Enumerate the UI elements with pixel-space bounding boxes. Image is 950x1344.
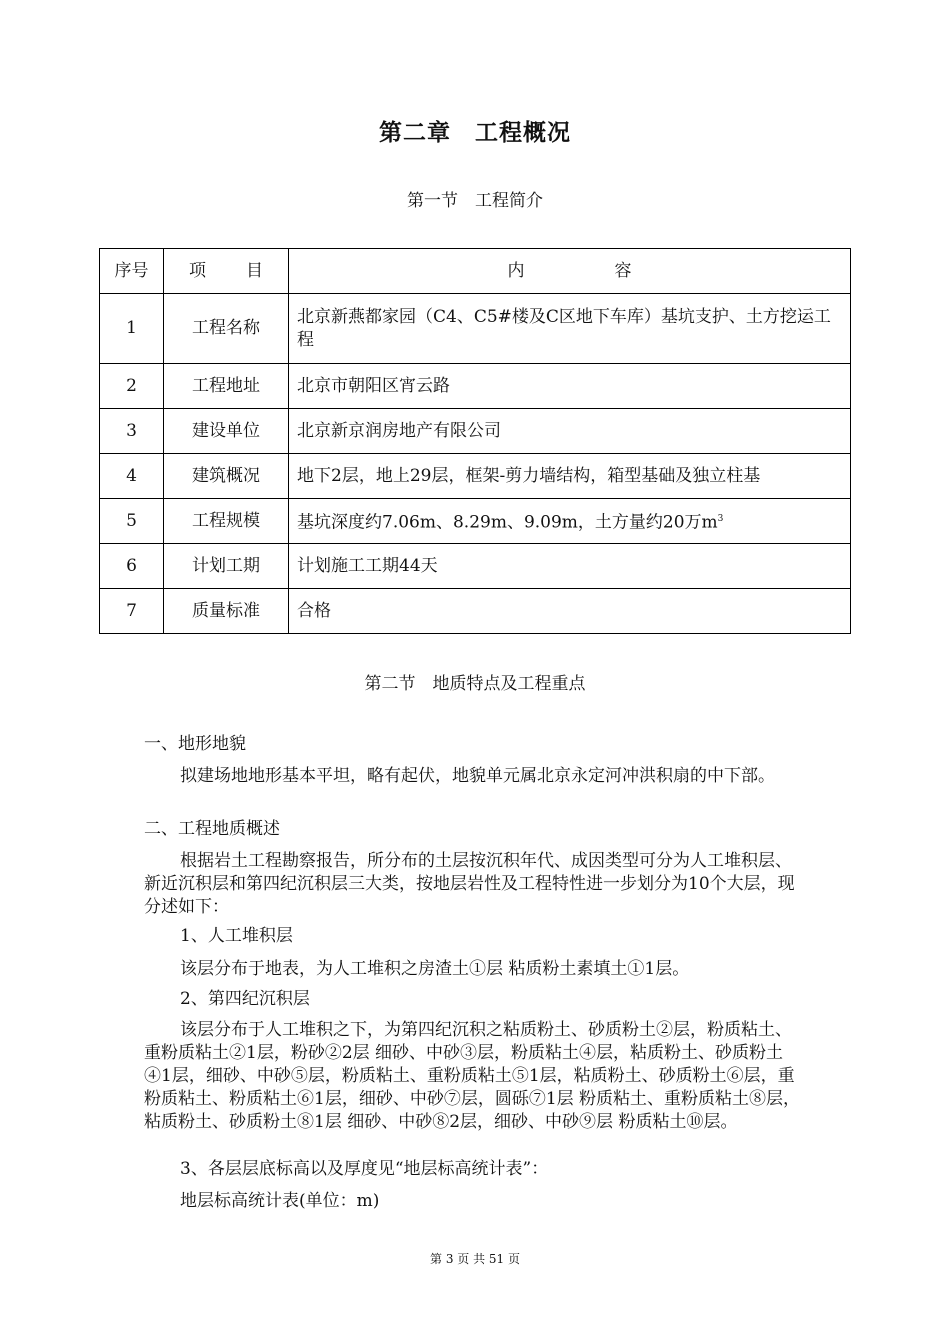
paragraph-artificial-fill: 该层分布于地表，为人工堆积之房渣土①层 粘质粉土素填土①1层。	[180, 959, 690, 979]
heading-terrain: 一、地形地貌	[144, 734, 246, 754]
row-content	[289, 499, 851, 544]
page-footer: 第 3 页 共 51 页	[430, 1252, 520, 1266]
row-content: 北京市朝阳区宵云路	[289, 364, 851, 409]
row-no: 6	[100, 544, 164, 589]
table-row	[100, 364, 851, 409]
row-no: 3	[100, 409, 164, 454]
table-caption-elevation: 地层标高统计表(单位：m)	[180, 1191, 380, 1211]
row-content: 北京新燕都家园（C4、C5#楼及C区地下车库）基坑支护、土方挖运工程	[289, 294, 851, 364]
row-no: 2	[100, 364, 164, 409]
row-item: 建筑概况	[164, 454, 289, 499]
table-row	[100, 499, 851, 544]
row-item: 工程地址	[164, 364, 289, 409]
header-item-b: 目	[246, 260, 263, 281]
row-item: 工程名称	[164, 294, 289, 364]
row-content-text: 基坑深度约7.06m、8.29m、9.09m，土方量约20万m	[297, 512, 718, 533]
header-no: 序号	[100, 249, 164, 294]
row-no: 4	[100, 454, 164, 499]
header-content	[289, 249, 851, 294]
row-content: 计划施工工期44天	[289, 544, 851, 589]
header-content-a: 内	[507, 260, 525, 281]
row-item: 工程规模	[164, 499, 289, 544]
row-no: 5	[100, 499, 164, 544]
subheading-elevation: 3、各层层底标高以及厚度见“地层标高统计表”：	[180, 1159, 549, 1179]
row-content: 合格	[289, 589, 851, 634]
table-header-row	[100, 249, 851, 294]
header-content-b: 容	[614, 260, 632, 281]
superscript-3: 3	[717, 513, 724, 524]
paragraph-geology: 根据岩土工程勘察报告，所分布的土层按沉积年代、成因类型可分为人工堆积层、新近沉积层和第四纪沉积层三大类，按地层岩性及工程特性进一步划分为10个大层，现分述如下：	[144, 851, 795, 917]
subheading-quaternary: 2、第四纪沉积层	[180, 989, 310, 1009]
section-title-1: 第一节 工程简介	[407, 191, 543, 211]
project-info-table	[99, 248, 851, 634]
row-item: 计划工期	[164, 544, 289, 589]
table-row	[100, 454, 851, 499]
row-content: 地下2层，地上29层，框架-剪力墙结构，箱型基础及独立柱基	[289, 454, 851, 499]
table-row	[100, 294, 851, 364]
table-row	[100, 544, 851, 589]
row-item: 建设单位	[164, 409, 289, 454]
subheading-artificial-fill: 1、人工堆积层	[180, 926, 293, 946]
section-title-2: 第二节 地质特点及工程重点	[364, 674, 586, 694]
table-row	[100, 409, 851, 454]
chapter-title: 第二章 工程概况	[379, 119, 571, 146]
row-no: 7	[100, 589, 164, 634]
row-no: 1	[100, 294, 164, 364]
header-item	[164, 249, 289, 294]
row-content: 北京新京润房地产有限公司	[289, 409, 851, 454]
paragraph-quaternary: 该层分布于人工堆积之下，为第四纪沉积之粘质粉土、砂质粉土②层，粉质粘土、重粉质粘土②1层，粉砂②2层 细砂、中砂③层，粉质粘土④层，粘质粉土、砂质粉土④1层，细砂、中砂⑤层，粉质粘土、重粉质粘土⑤1层，粘质粉土、砂质粉土⑥层，重粉质粘土、粉质粘土⑥1层，细砂、中砂⑦层，圆砾⑦1层 粉质粘土、重粉质粘土⑧层，粘质粉土、砂质粉土⑧1层 细砂、中砂⑧2层，细砂、中砂⑨层 粉质粘土⑩层。	[144, 1020, 801, 1132]
heading-geology: 二、工程地质概述	[144, 819, 280, 839]
header-item-a: 项	[189, 260, 206, 281]
table-row	[100, 589, 851, 634]
row-item: 质量标准	[164, 589, 289, 634]
paragraph-terrain: 拟建场地地形基本平坦，略有起伏，地貌单元属北京永定河冲洪积扇的中下部。	[180, 766, 775, 786]
